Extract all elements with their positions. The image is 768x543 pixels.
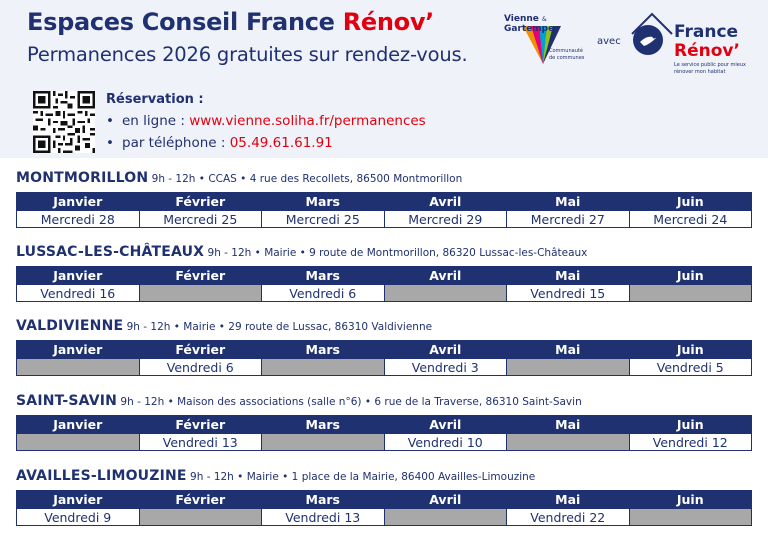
month-header: Mars (262, 491, 385, 509)
month-table (16, 192, 752, 228)
month-header: Juin (629, 267, 752, 285)
month-header: Mai (507, 416, 630, 434)
reservation-title: Réservation : (106, 92, 204, 107)
month-header: Mars (262, 193, 385, 211)
month-header: Janvier (17, 416, 140, 434)
date-cell: Vendredi 5 (629, 359, 752, 376)
month-header: Avril (384, 193, 507, 211)
qr-code-icon[interactable] (33, 91, 95, 153)
month-header: Mai (507, 267, 630, 285)
month-header: Janvier (17, 341, 140, 359)
month-header: Mars (262, 267, 385, 285)
month-table (16, 340, 752, 376)
location-details: 9h - 12h • Mairie • 29 route de Lussac, 86310 Valdivienne (123, 321, 433, 333)
date-cell: Vendredi 15 (507, 285, 630, 302)
date-cell: Vendredi 13 (262, 509, 385, 526)
month-header-row (17, 491, 752, 509)
date-cell (507, 434, 630, 451)
date-cell (384, 509, 507, 526)
svg-text:rénover mon habitat: rénover mon habitat (674, 69, 726, 75)
month-header-row (17, 416, 752, 434)
page-title: Espaces Conseil France Rénov’ (27, 8, 434, 36)
reservation-url-link[interactable]: www.vienne.soliha.fr/permanences (189, 113, 426, 129)
city-name: AVAILLES-LIMOUZINE (16, 468, 187, 484)
month-table (16, 490, 752, 526)
date-cell: Mercredi 29 (384, 211, 507, 228)
page-subtitle: Permanences 2026 gratuites sur rendez-vous. (27, 43, 468, 66)
date-cell (139, 509, 262, 526)
reservation-phone-link[interactable]: 05.49.61.61.91 (229, 135, 333, 151)
month-header: Février (139, 491, 262, 509)
month-header: Mars (262, 341, 385, 359)
city-name: VALDIVIENNE (16, 318, 124, 334)
city-name: SAINT-SAVIN (16, 393, 118, 409)
month-header: Janvier (17, 193, 140, 211)
date-cell (629, 509, 752, 526)
month-header: Juin (629, 491, 752, 509)
month-header: Février (139, 341, 262, 359)
location-line (16, 170, 462, 186)
date-row (17, 359, 752, 376)
month-header: Avril (384, 267, 507, 285)
month-header: Février (139, 267, 262, 285)
date-cell: Mercredi 25 (262, 211, 385, 228)
date-row (17, 285, 752, 302)
location-line (16, 244, 587, 260)
location-details: 9h - 12h • Mairie • 1 place de la Mairie, 86400 Availles-Limouzine (186, 471, 536, 483)
month-header: Janvier (17, 491, 140, 509)
month-header: Mai (507, 341, 630, 359)
date-row (17, 509, 752, 526)
title-accent: Rénov’ (342, 8, 434, 36)
date-cell (384, 285, 507, 302)
month-header: Avril (384, 491, 507, 509)
date-cell: Mercredi 28 (17, 211, 140, 228)
date-cell: Mercredi 25 (139, 211, 262, 228)
date-cell: Vendredi 10 (384, 434, 507, 451)
month-header: Mai (507, 193, 630, 211)
svg-text:France: France (674, 22, 739, 42)
month-header-row (17, 267, 752, 285)
date-cell: Vendredi 22 (507, 509, 630, 526)
date-cell (629, 285, 752, 302)
svg-text:Rénov’: Rénov’ (674, 41, 740, 61)
svg-text:Le service public pour mieux: Le service public pour mieux (674, 62, 747, 68)
date-cell (262, 434, 385, 451)
location-line (16, 318, 432, 334)
city-name: MONTMORILLON (16, 170, 149, 186)
month-header: Janvier (17, 267, 140, 285)
date-cell: Vendredi 3 (384, 359, 507, 376)
city-name: LUSSAC-LES-CHÂTEAUX (16, 244, 205, 260)
date-cell: Mercredi 24 (629, 211, 752, 228)
month-header: Mars (262, 416, 385, 434)
date-cell: Vendredi 13 (139, 434, 262, 451)
date-cell: Vendredi 9 (17, 509, 140, 526)
location-details: 9h - 12h • Mairie • 9 route de Montmorillon, 86320 Lussac-les-Châteaux (204, 247, 588, 259)
date-cell: Vendredi 6 (139, 359, 262, 376)
location-details: 9h - 12h • CCAS • 4 rue des Recollets, 86500 Montmorillon (148, 173, 463, 185)
month-header: Avril (384, 341, 507, 359)
location-details: 9h - 12h • Maison des associations (salle n°6) • 6 rue de la Traverse, 86310 Saint-Savin (117, 396, 582, 408)
date-cell (139, 285, 262, 302)
month-table (16, 415, 752, 451)
month-table (16, 266, 752, 302)
date-cell (17, 434, 140, 451)
reservation-online: • en ligne : www.vienne.soliha.fr/permanences (106, 113, 426, 129)
date-cell: Mercredi 27 (507, 211, 630, 228)
date-row (17, 434, 752, 451)
avec-label: avec (597, 36, 621, 47)
month-header: Février (139, 193, 262, 211)
france-renov-logo (630, 6, 760, 82)
month-header: Juin (629, 341, 752, 359)
month-header: Juin (629, 416, 752, 434)
date-cell (262, 359, 385, 376)
month-header-row (17, 341, 752, 359)
svg-text:Vienne: Vienne (504, 14, 539, 24)
month-header: Mai (507, 491, 630, 509)
reservation-phone: • par téléphone : 05.49.61.61.91 (106, 135, 333, 151)
date-cell (17, 359, 140, 376)
vienne-gartempe-logo (503, 12, 591, 74)
location-line (16, 393, 582, 409)
date-cell: Vendredi 6 (262, 285, 385, 302)
date-cell: Vendredi 16 (17, 285, 140, 302)
svg-text:Communauté: Communauté (549, 48, 583, 54)
date-cell (507, 359, 630, 376)
location-line (16, 468, 535, 484)
month-header: Février (139, 416, 262, 434)
svg-text:de communes: de communes (549, 55, 585, 61)
month-header: Juin (629, 193, 752, 211)
svg-text:&: & (542, 16, 547, 23)
header-banner (0, 0, 768, 158)
svg-text:Gartempe: Gartempe (504, 24, 555, 34)
date-row (17, 211, 752, 228)
date-cell: Vendredi 12 (629, 434, 752, 451)
month-header-row (17, 193, 752, 211)
month-header: Avril (384, 416, 507, 434)
